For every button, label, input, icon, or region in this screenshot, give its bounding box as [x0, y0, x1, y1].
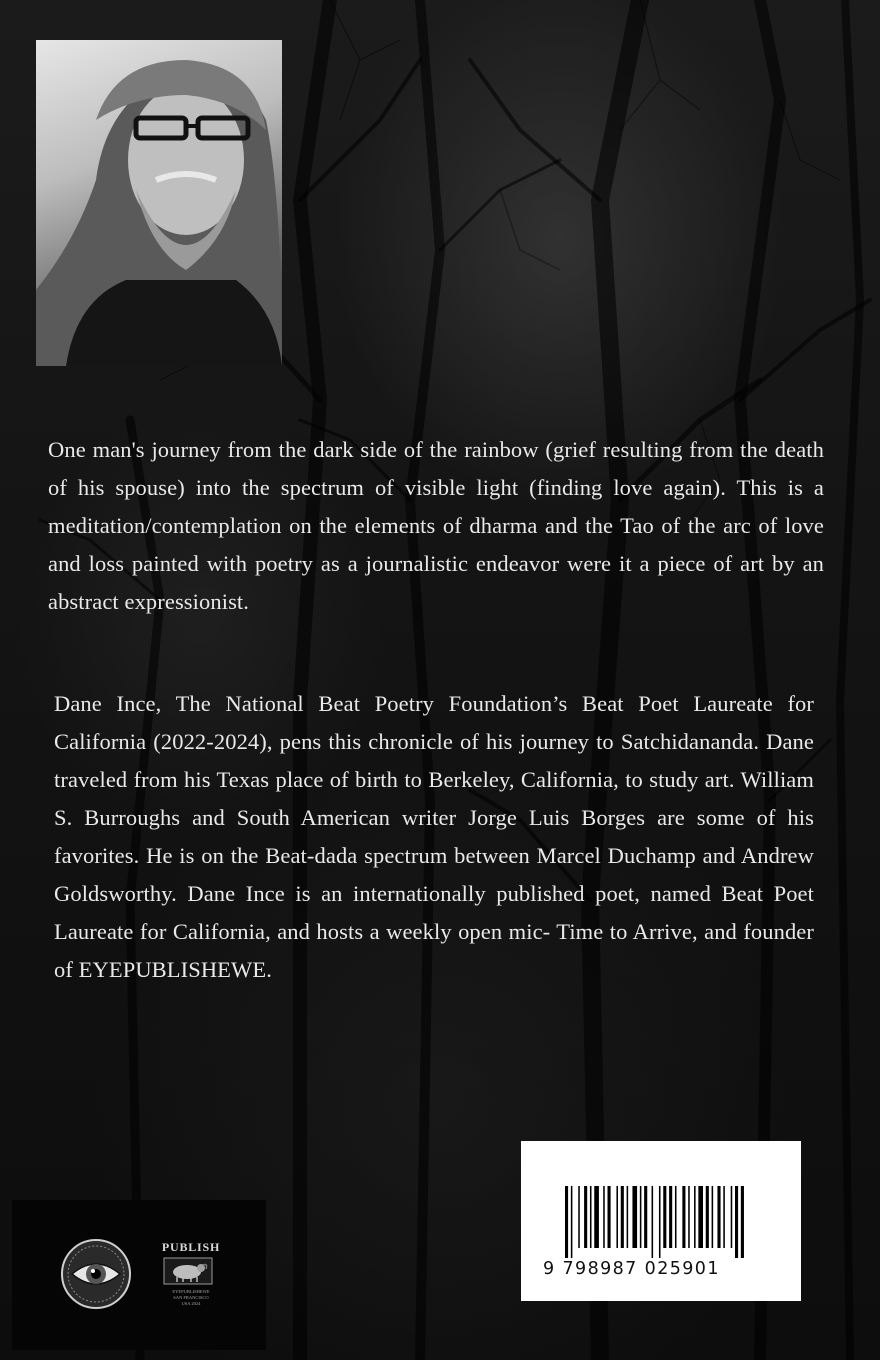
barcode-bars	[565, 1186, 761, 1258]
ram-icon	[163, 1257, 213, 1285]
eye-logo-icon	[60, 1238, 132, 1310]
barcode-bar	[741, 1186, 744, 1258]
barcode-bar	[694, 1186, 696, 1248]
publisher-name: PUBLISH	[161, 1240, 221, 1254]
barcode-bar	[578, 1186, 580, 1248]
barcode-bar	[731, 1186, 733, 1248]
barcode-bar	[652, 1186, 654, 1258]
barcode-bar	[608, 1186, 611, 1248]
barcode-bar	[616, 1186, 618, 1248]
barcode-bar	[717, 1186, 720, 1248]
barcode-bar	[698, 1186, 703, 1248]
barcode-bar	[735, 1186, 738, 1258]
isbn-digits: 9 798987 025901	[543, 1259, 720, 1279]
barcode-bar	[640, 1186, 642, 1248]
barcode-bar	[590, 1186, 592, 1248]
barcode-bar	[675, 1186, 677, 1248]
barcode-bar	[712, 1186, 714, 1248]
barcode-bar	[594, 1186, 599, 1248]
barcode-bar	[669, 1186, 672, 1248]
barcode-bar	[682, 1186, 685, 1248]
author-bio: Dane Ince, The National Beat Poetry Foundation’s Beat Poet Laureate for California (2022-2024), pens this chronicle of his journey to Satchidananda. Dane traveled from his Texas place of birth to Berkeley, California, to study art. William S. Burroughs and South American writer Jorge Luis Borges are some of his favorites. He is on the Beat-dada spectrum between Marcel Duchamp and Andrew Goldsworthy. Dane Ince is an internationally published poet, named Beat Poet Laureate for California, and hosts a weekly open mic- Time to Arrive, and founder of EYEPUBLISHEWE.	[54, 691, 814, 982]
barcode-bar	[632, 1186, 637, 1248]
barcode-bar	[663, 1186, 666, 1248]
publisher-address: EYEPUBLISHEWE SAN FRANCISCO USA 2024	[172, 1289, 210, 1306]
isbn-barcode	[521, 1141, 801, 1301]
barcode-bar	[659, 1186, 661, 1258]
publisher-block	[12, 1200, 266, 1350]
barcode-bar	[621, 1186, 624, 1248]
barcode-bar	[627, 1186, 629, 1248]
barcode-bar	[723, 1186, 725, 1248]
barcode-bar	[565, 1186, 568, 1258]
barcode-bar	[706, 1186, 709, 1248]
author-photo	[36, 40, 282, 366]
barcode-bar	[688, 1186, 690, 1248]
barcode-bar	[571, 1186, 573, 1258]
book-description: One man's journey from the dark side of the rainbow (grief resulting from the death of his spouse) into the spectrum of visible light (finding love again). This is a meditation/contemplation on the elements of dharma and the Tao of the arc of love and loss painted with poetry as a journalistic endeavor were it a piece of art by an abstract expressionist.	[48, 437, 824, 614]
barcode-bar	[584, 1186, 587, 1248]
barcode-bar	[603, 1186, 605, 1248]
barcode-bar	[644, 1186, 647, 1248]
